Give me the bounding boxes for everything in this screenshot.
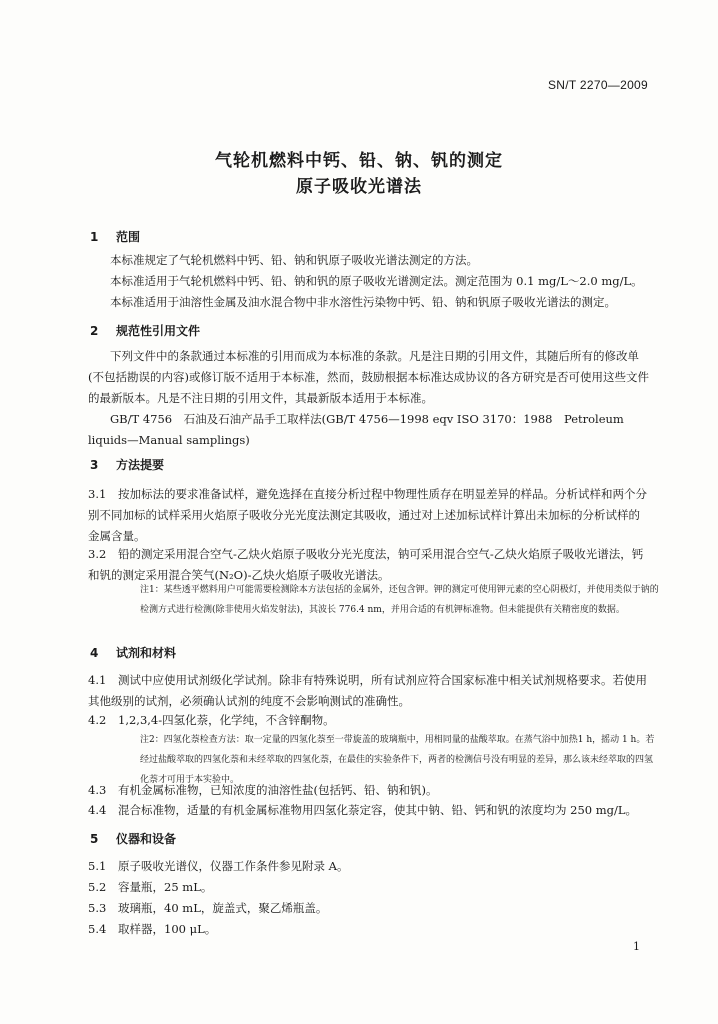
section-1-para-3: 本标准适用于油溶性金属及油水混合物中非水溶性污染物中钙、铅、钠和钒原子吸收光谱法的测定。 [110,295,616,309]
note-2: 注2：四氢化萘检查方法：取一定量的四氢化萘至一带旋盖的玻璃瓶中，用相同量的盐酸萃取。在蒸气浴中加热1 h，摇动 1 h。若经过盐酸萃取的四氢化萘和未经萃取的四氢化萘，在最佳的实验条件下，两者的检测信号没有明显的差异，那么该未经萃取的四氢化萘才可用于本实验中。 [140,735,655,785]
section-4-4: 4.4 混合标准物，适量的有机金属标准物用四氢化萘定容，使其中钠、铅、钙和钒的浓度均为 250 mg/L。 [88,803,638,817]
section-1-para-2: 本标准适用于气轮机燃料中钙、铅、钠和钒的原子吸收光谱测定法。测定范围为 0.1 mg/L～2.0 mg/L。 [110,274,643,288]
section-5-2: 5.2 容量瓶，25 mL。 [88,880,213,894]
title-line-2: 原子吸收光谱法 [296,177,422,197]
standard-code: SN/T 2270—2009 [547,78,648,92]
section-5-heading: 5 仪器和设备 [90,832,177,846]
section-5-1: 5.1 原子吸收光谱仪，仪器工作条件参见附录 A。 [88,859,349,873]
section-4-1: 4.1 测试中应使用试剂级化学试剂。除非有特殊说明，所有试剂应符合国家标准中相关试剂规格要求。若使用其他级别的试剂，必须确认试剂的纯度不会影响测试的准确性。 [88,673,647,708]
section-3-1: 3.1 按加标法的要求准备试样，避免选择在直接分析过程中物理性质存在明显差异的样品。分析试样和两个分别不同加标的试样采用火焰原子吸收分光光度法测定其吸收，通过对上述加标试样计算出未加标的分析试样的金属含量。 [88,487,647,543]
section-4-heading: 4 试剂和材料 [90,646,177,660]
section-2-para-1: 下列文件中的条款通过本标准的引用而成为本标准的条款。凡是注日期的引用文件，其随后所有的修改单(不包括勘误的内容)或修订版不适用于本标准，然而，鼓励根据本标准达成协议的各方研究是否可使用这些文件的最新版本。凡是不注日期的引用文件，其最新版本适用于本标准。 [88,349,649,405]
section-5-4: 5.4 取样器，100 μL。 [88,922,217,936]
section-4-3: 4.3 有机金属标准物，已知浓度的油溶性盐(包括钙、铅、钠和钒)。 [88,783,438,797]
section-1-para-1: 本标准规定了气轮机燃料中钙、铅、钠和钒原子吸收光谱法测定的方法。 [110,253,478,267]
section-1-heading: 1 范围 [90,230,141,244]
section-2-para-2: GB/T 4756 石油及石油产品手工取样法(GB/T 4756—1998 eqv ISO 3170：1988 Petroleum liquids—Manual samplings) [88,412,624,447]
section-3-2: 3.2 铅的测定采用混合空气-乙炔火焰原子吸收分光光度法，钠可采用混合空气-乙炔火焰原子吸收光谱法，钙和钒的测定采用混合笑气(N₂O)-乙炔火焰原子吸收光谱法。 [88,547,644,582]
title-line-1: 气轮机燃料中钙、铅、钠、钒的测定 [215,151,503,171]
section-4-2: 4.2 1,2,3,4-四氢化萘，化学纯，不含锌酮物。 [88,713,335,727]
section-2-heading: 2 规范性引用文件 [90,324,201,338]
section-5-3: 5.3 玻璃瓶，40 mL，旋盖式，聚乙烯瓶盖。 [88,901,328,915]
page-number: 1 [633,940,640,953]
note-1: 注1：某些透平燃料用户可能需要检测除本方法包括的金属外，还包含钾。钾的测定可使用钾元素的空心阴极灯，并使用类似于钠的检测方式进行检测(除非使用火焰发射法)，其波长 776.4 nm，并用合适的有机钾标准物。但未能提供有关精密度的数据。 [140,585,659,615]
section-3-heading: 3 方法提要 [90,458,165,472]
